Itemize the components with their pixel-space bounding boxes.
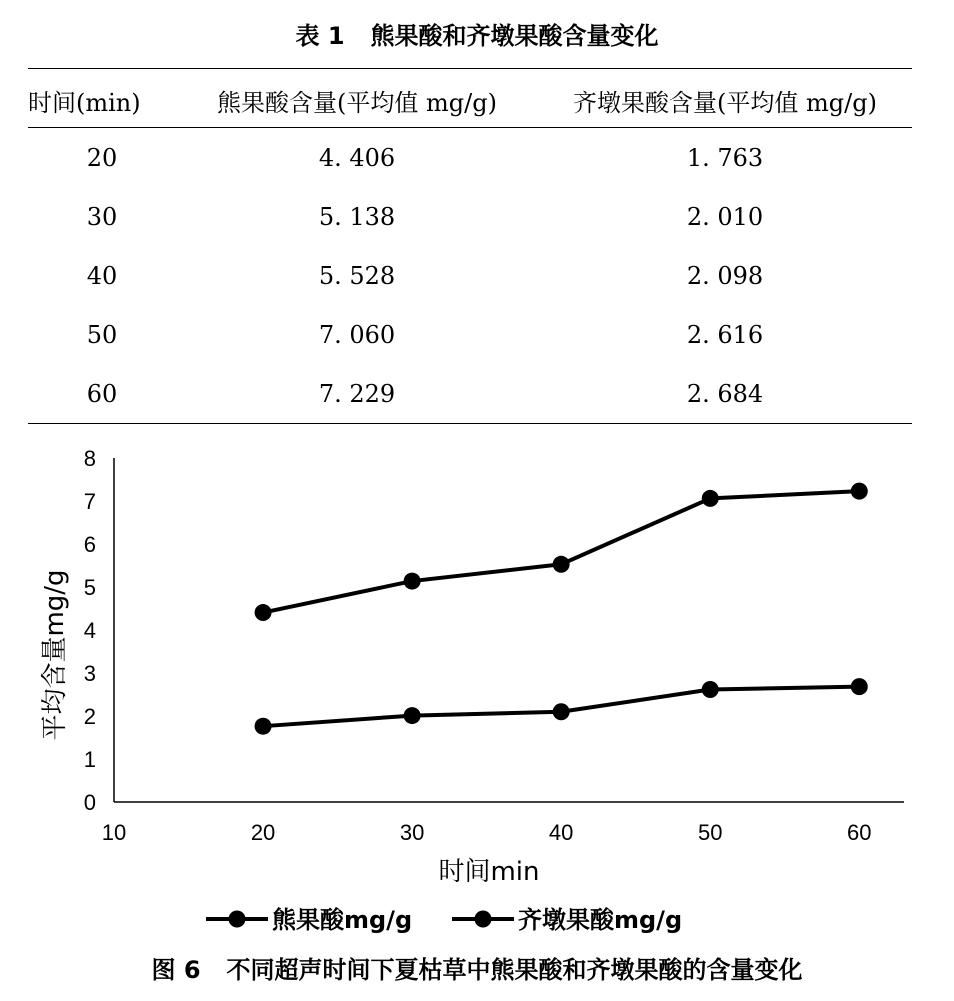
series-line-1 bbox=[263, 491, 859, 612]
x-tick-label: 40 bbox=[548, 820, 574, 845]
y-tick-label: 8 bbox=[83, 446, 96, 471]
y-tick-label: 2 bbox=[83, 704, 96, 729]
x-axis-title: 时间min bbox=[438, 857, 540, 887]
table-top-rule bbox=[28, 68, 912, 69]
data-point bbox=[851, 483, 868, 500]
cell-ursolic: 7. 060 bbox=[318, 320, 396, 349]
y-tick-label: 0 bbox=[83, 790, 96, 815]
cell-time: 50 bbox=[86, 320, 118, 349]
figure-caption-text: 不同超声时间下夏枯草中熊果酸和齐墩果酸的含量变化 bbox=[226, 956, 803, 984]
header-time: 时间(min) bbox=[28, 88, 141, 117]
data-point bbox=[702, 681, 719, 698]
header-oleanolic: 齐墩果酸含量(平均值 mg/g) bbox=[573, 88, 877, 117]
figure-caption bbox=[0, 950, 954, 985]
cell-oleanolic: 2. 616 bbox=[686, 320, 764, 349]
cell-oleanolic: 2. 684 bbox=[686, 379, 764, 408]
table-title-text: 熊果酸和齐墩果酸含量变化 bbox=[370, 22, 659, 50]
data-point bbox=[553, 556, 570, 573]
y-axis-title: 平均含量mg/g bbox=[40, 569, 70, 741]
table-row bbox=[28, 305, 912, 364]
table-bottom-rule bbox=[28, 423, 912, 424]
data-point bbox=[553, 703, 570, 720]
x-tick-label: 20 bbox=[250, 820, 276, 845]
cell-time: 40 bbox=[86, 261, 118, 290]
legend-label: 齐墩果酸mg/g bbox=[518, 906, 683, 934]
y-tick-label: 5 bbox=[83, 575, 96, 600]
cell-ursolic: 5. 528 bbox=[318, 261, 396, 290]
table-label: 表 1 bbox=[295, 22, 345, 50]
line-chart bbox=[0, 430, 954, 945]
cell-oleanolic: 2. 010 bbox=[686, 202, 764, 231]
table-row bbox=[28, 246, 912, 305]
data-point bbox=[404, 707, 421, 724]
x-tick-label: 30 bbox=[399, 820, 425, 845]
legend-marker bbox=[475, 911, 492, 928]
data-point bbox=[702, 490, 719, 507]
data-point bbox=[851, 678, 868, 695]
cell-ursolic: 4. 406 bbox=[318, 143, 396, 172]
data-point bbox=[255, 718, 272, 735]
y-tick-label: 6 bbox=[83, 532, 96, 557]
cell-ursolic: 7. 229 bbox=[318, 379, 396, 408]
table-row bbox=[28, 364, 912, 423]
cell-time: 20 bbox=[86, 143, 118, 172]
legend-label: 熊果酸mg/g bbox=[272, 906, 413, 934]
y-tick-label: 4 bbox=[83, 618, 96, 643]
legend-marker bbox=[229, 911, 246, 928]
cell-oleanolic: 2. 098 bbox=[686, 261, 764, 290]
table-row bbox=[28, 187, 912, 246]
cell-time: 60 bbox=[86, 379, 118, 408]
x-tick-label: 50 bbox=[697, 820, 723, 845]
y-tick-label: 1 bbox=[83, 747, 96, 772]
cell-time: 30 bbox=[86, 202, 118, 231]
table-header-row bbox=[28, 72, 912, 128]
y-tick-label: 7 bbox=[83, 489, 96, 514]
cell-ursolic: 5. 138 bbox=[318, 202, 396, 231]
figure-label: 图 6 bbox=[151, 956, 201, 984]
cell-oleanolic: 1. 763 bbox=[686, 143, 764, 172]
table-title bbox=[0, 16, 954, 51]
data-point bbox=[255, 604, 272, 621]
x-tick-label: 60 bbox=[847, 820, 872, 845]
data-table bbox=[28, 72, 912, 423]
table-row bbox=[28, 128, 912, 187]
x-tick-label: 10 bbox=[101, 820, 127, 845]
data-point bbox=[404, 573, 421, 590]
header-ursolic: 熊果酸含量(平均值 mg/g) bbox=[217, 88, 497, 117]
y-tick-label: 3 bbox=[83, 661, 96, 686]
